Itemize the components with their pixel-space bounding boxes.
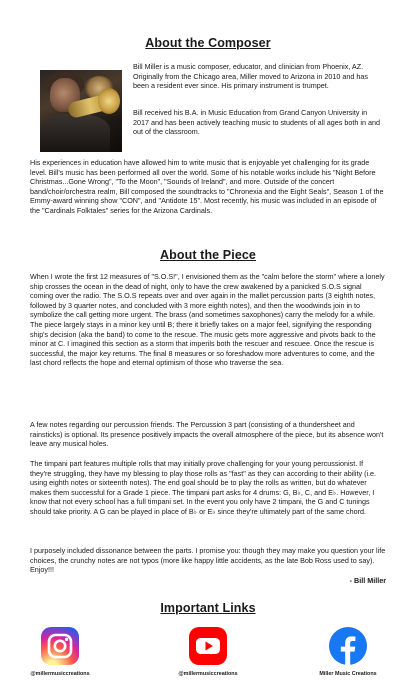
facebook-icon — [328, 626, 368, 666]
piece-paragraph-1: When I wrote the first 12 measures of "S.O.S!", I envisioned them as the "calm before the storm" where a lonely ship crosses the ocean in the dead of night, only to have the crew awakened by a panicked S.O.S signal coming over the radio. The S.O.S repeats over and over again in the mallet percussion parts (3 eighth notes, followed by 3 quarter notes, and concluded with 3 more eighth notes), and then the woodwinds join in to symbolize the call getting more urgent. The brass (and sometimes saxophones) carry the melody for a while. The piece largely stays in a minor key until B; there it briefly takes on a major feel, signifying the responding ship's decision (aka the band) to come to the rescue. The music gets more aggressive and pivots back to the minor at C. I imagined this section as a storm that imperils both the rescuer and rescuee. Once the rescue is successful, the major key returns. The final 8 measures or so foreshadow more adventures to come, and the last chord reflects the hope and eternal optimism of those who traverse the sea. — [30, 272, 385, 368]
signature: - Bill Miller — [349, 576, 386, 585]
piece-paragraph-4: I purposely included dissonance between the parts. I promise you: though they may make you question your life choices, the crunchy notes are not typos (more like happy little accidents, as the late Bob Ross used to say). Enjoy!!! — [30, 546, 386, 575]
youtube-icon — [188, 626, 228, 666]
facebook-link[interactable] — [308, 626, 388, 677]
youtube-handle: @millermusiccreations — [178, 671, 238, 677]
composer-bio-2: Bill received his B.A. in Music Education from Grand Canyon University in 2017 and has been actively teaching music to students of all ages both in and out of the classroom. — [133, 108, 380, 137]
youtube-link[interactable] — [168, 626, 248, 677]
piece-paragraph-3: The timpani part features multiple rolls that may initially prove challenging for your young percussionist. If they're struggling, they have my blessing to play those rolls as "fast" as they can according to their ability (i.e. using eighth notes or sixteenth notes). The end goal should be to play the rolls as written, but do whatever makes them successful for a Grade 1 piece. The timpani part asks for 4 drums: G, B♭, C, and E♭. However, I know that not every school has a full timpani set. In the event you only have 2 timpani, the G and C tunings should take priority. A G can be played in place of B♭ or E♭ since they're ultimately part of the same chord. — [30, 459, 377, 516]
instagram-icon — [40, 626, 80, 666]
composer-heading: About the Composer — [145, 36, 271, 50]
piece-heading: About the Piece — [160, 248, 256, 262]
instagram-handle: @millermusiccreations — [30, 671, 90, 677]
composer-photo — [40, 70, 122, 152]
facebook-handle: Miller Music Creations — [319, 671, 377, 677]
composer-bio-1: Bill Miller is a music composer, educator, and clinician from Phoenix, AZ. Originally from the Chicago area, Miller moved to Arizona in 2010 and has been a resident ever since. His primary instrument is trumpet. — [133, 62, 368, 91]
piece-paragraph-2: A few notes regarding our percussion friends. The Percussion 3 part (consisting of a thundersheet and rainsticks) is optional. Its presence positively impacts the overall atmosphere of the piece, but its absence won't leave any musical holes. — [30, 420, 384, 449]
instagram-link[interactable] — [20, 626, 100, 677]
composer-bio-3: His experiences in education have allowed him to write music that is enjoyable yet challenging for its grade level. Bill's music has been performed all over the world. Some of his notable works include his "Night Before Christmas...Gone Wrong", "To the Moon", "Sounds of Ireland", and more. Outside of the concert band/choir/orchestra realm, Bill composed the soundtracks to "Chronexia and the Eight Seals", Season 1 of the Emmy-award winning show "CON", and "Antidote 15". Most recently, his music was included in an episode of the "Cardinals Folktales" series for the Arizona Cardinals. — [30, 158, 384, 215]
links-heading: Important Links — [160, 601, 256, 615]
